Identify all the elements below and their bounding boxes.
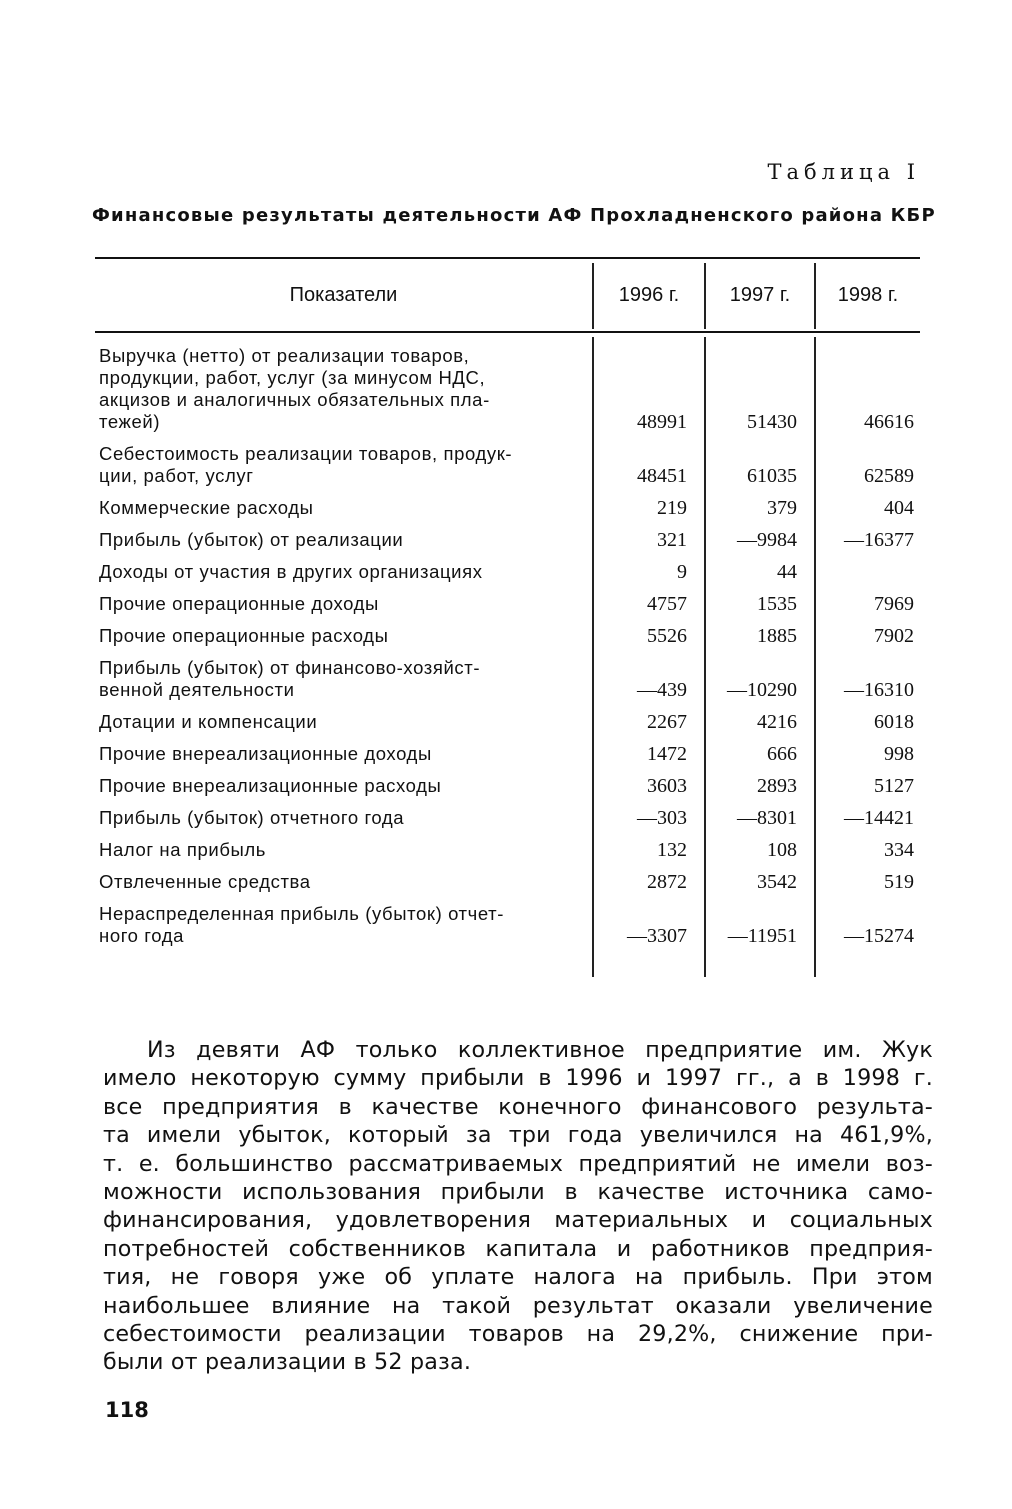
value-1997: 666: [767, 743, 797, 765]
value-1996: 2872: [647, 871, 687, 893]
value-1996: 4757: [647, 593, 687, 615]
paragraph-line: потребностей собственников капитала и работников предприя-: [103, 1235, 933, 1262]
table-row: [95, 839, 920, 861]
row-label: [95, 443, 585, 487]
paragraph-line: т. е. большинство рассматриваемых предприятий не имели воз-: [103, 1150, 933, 1177]
body-paragraph: [103, 1036, 933, 1377]
value-1996: 48991: [637, 411, 687, 433]
table-row: [95, 561, 920, 583]
row-label-line: Себестоимость реализации товаров, продук-: [99, 443, 513, 464]
value-1998: 62589: [864, 465, 914, 487]
row-label-line: Нераспределенная прибыль (убыток) отчет-: [99, 903, 504, 924]
value-1996: 321: [657, 529, 687, 551]
value-1996: 3603: [647, 775, 687, 797]
value-1998: —16310: [844, 679, 914, 701]
row-label-line: Прочие внереализационные доходы: [99, 743, 432, 764]
row-label-line: Прочие операционные доходы: [99, 593, 379, 614]
row-label: [95, 871, 585, 893]
row-label-line: Выручка (нетто) от реализации товаров,: [99, 345, 470, 366]
value-1997: —10290: [727, 679, 797, 701]
paragraph-line: были от реализации в 52 раза.: [103, 1349, 472, 1376]
value-1997: 379: [767, 497, 797, 519]
paragraph-line: та имели убыток, который за три года увеличился на 461,9%,: [103, 1122, 933, 1149]
value-1997: 3542: [757, 871, 797, 893]
value-1997: 51430: [747, 411, 797, 433]
row-label: [95, 345, 585, 433]
table-row: [95, 345, 920, 433]
row-label: [95, 625, 585, 647]
value-1998: —16377: [844, 529, 914, 551]
paragraph-line: все предприятия в качестве конечного финансового результа-: [103, 1093, 933, 1120]
value-1996: —303: [637, 807, 687, 829]
row-label-line: продукции, работ, услуг (за минусом НДС,: [99, 367, 486, 388]
value-1998: 519: [884, 871, 914, 893]
value-1997: 108: [767, 839, 797, 861]
row-label-line: тежей): [99, 411, 161, 432]
row-label: [95, 561, 585, 583]
row-label: [95, 807, 585, 829]
value-1996: 2267: [647, 711, 687, 733]
value-1998: 46616: [864, 411, 914, 433]
value-1997: 2893: [757, 775, 797, 797]
table-row: [95, 625, 920, 647]
value-1996: 132: [657, 839, 687, 861]
table-row: [95, 775, 920, 797]
page-number: 118: [105, 1398, 149, 1422]
row-label-line: Прочие внереализационные расходы: [99, 775, 442, 796]
value-1997: 4216: [757, 711, 797, 733]
value-1997: 1885: [757, 625, 797, 647]
value-1996: 5526: [647, 625, 687, 647]
paragraph-line: наибольшее влияние на такой результат оказали увеличение: [103, 1292, 933, 1319]
row-label-line: ции, работ, услуг: [99, 465, 254, 486]
table-row: [95, 903, 920, 947]
row-label-line: Прибыль (убыток) отчетного года: [99, 807, 405, 828]
column-header-1996: 1996 г.: [618, 283, 680, 306]
table-row: [95, 657, 920, 701]
table-body: [95, 345, 920, 957]
table-row: [95, 443, 920, 487]
table-row: [95, 711, 920, 733]
value-1998: 404: [884, 497, 914, 519]
table-row: [95, 497, 920, 519]
value-1997: —9984: [737, 529, 797, 551]
value-1998: 7969: [874, 593, 914, 615]
table-row: [95, 871, 920, 893]
row-label: [95, 529, 585, 551]
paragraph-line: можности использования прибыли в качестве источника само-: [103, 1179, 933, 1206]
column-header-1998: 1998 г.: [837, 283, 899, 306]
row-label-line: Прочие операционные расходы: [99, 625, 389, 646]
value-1996: 219: [657, 497, 687, 519]
table-title: Финансовые результаты деятельности АФ Прохладненского района КБР: [92, 205, 936, 226]
value-1996: 9: [677, 561, 687, 583]
value-1996: —3307: [627, 925, 687, 947]
column-header-1997: 1997 г.: [729, 283, 791, 306]
row-label-line: ного года: [99, 925, 184, 946]
paragraph-line: финансирования, удовлетворения материальных и социальных: [103, 1207, 933, 1234]
row-label-line: венной деятельности: [99, 679, 295, 700]
paragraph-line: имело некоторую сумму прибыли в 1996 и 1997 гг., а в 1998 г.: [103, 1065, 933, 1092]
value-1997: —8301: [737, 807, 797, 829]
row-label-line: Налог на прибыль: [99, 839, 267, 860]
value-1996: —439: [637, 679, 687, 701]
value-1997: 61035: [747, 465, 797, 487]
paragraph-line: Из девяти АФ только коллективное предприятие им. Жук: [147, 1037, 933, 1063]
value-1998: —14421: [844, 807, 914, 829]
value-1998: 6018: [874, 711, 914, 733]
row-label-line: Прибыль (убыток) от реализации: [99, 529, 404, 550]
row-label: [95, 497, 585, 519]
row-label-line: Отвлеченные средства: [99, 871, 311, 892]
row-label: [95, 593, 585, 615]
value-1998: 334: [884, 839, 914, 861]
value-1998: 7902: [874, 625, 914, 647]
row-label: [95, 743, 585, 765]
row-label-line: Дотации и компенсации: [99, 711, 318, 732]
column-header-indicators: Показатели: [289, 283, 398, 306]
value-1997: 44: [777, 561, 797, 583]
row-label-line: Коммерческие расходы: [99, 497, 314, 518]
table-header-rule: [95, 331, 920, 333]
row-label: [95, 903, 585, 947]
table-row: [95, 743, 920, 765]
row-label: [95, 711, 585, 733]
value-1997: 1535: [757, 593, 797, 615]
table-row: [95, 807, 920, 829]
value-1998: 5127: [874, 775, 914, 797]
row-label-line: Доходы от участия в других организациях: [99, 561, 483, 582]
value-1997: —11951: [727, 925, 797, 947]
paragraph-line: себестоимости реализации товаров на 29,2%, снижение при-: [103, 1321, 933, 1348]
value-1998: —15274: [844, 925, 914, 947]
paragraph-line: тия, не говоря уже об уплате налога на прибыль. При этом: [103, 1264, 933, 1291]
value-1996: 48451: [637, 465, 687, 487]
value-1996: 1472: [647, 743, 687, 765]
row-label-line: акцизов и аналогичных обязательных пла-: [99, 389, 490, 410]
table-label: Таблица I: [767, 160, 920, 184]
row-label: [95, 775, 585, 797]
row-label: [95, 839, 585, 861]
table-row: [95, 593, 920, 615]
row-label: [95, 657, 585, 701]
value-1998: 998: [884, 743, 914, 765]
table-row: [95, 529, 920, 551]
row-label-line: Прибыль (убыток) от финансово-хозяйст-: [99, 657, 481, 678]
